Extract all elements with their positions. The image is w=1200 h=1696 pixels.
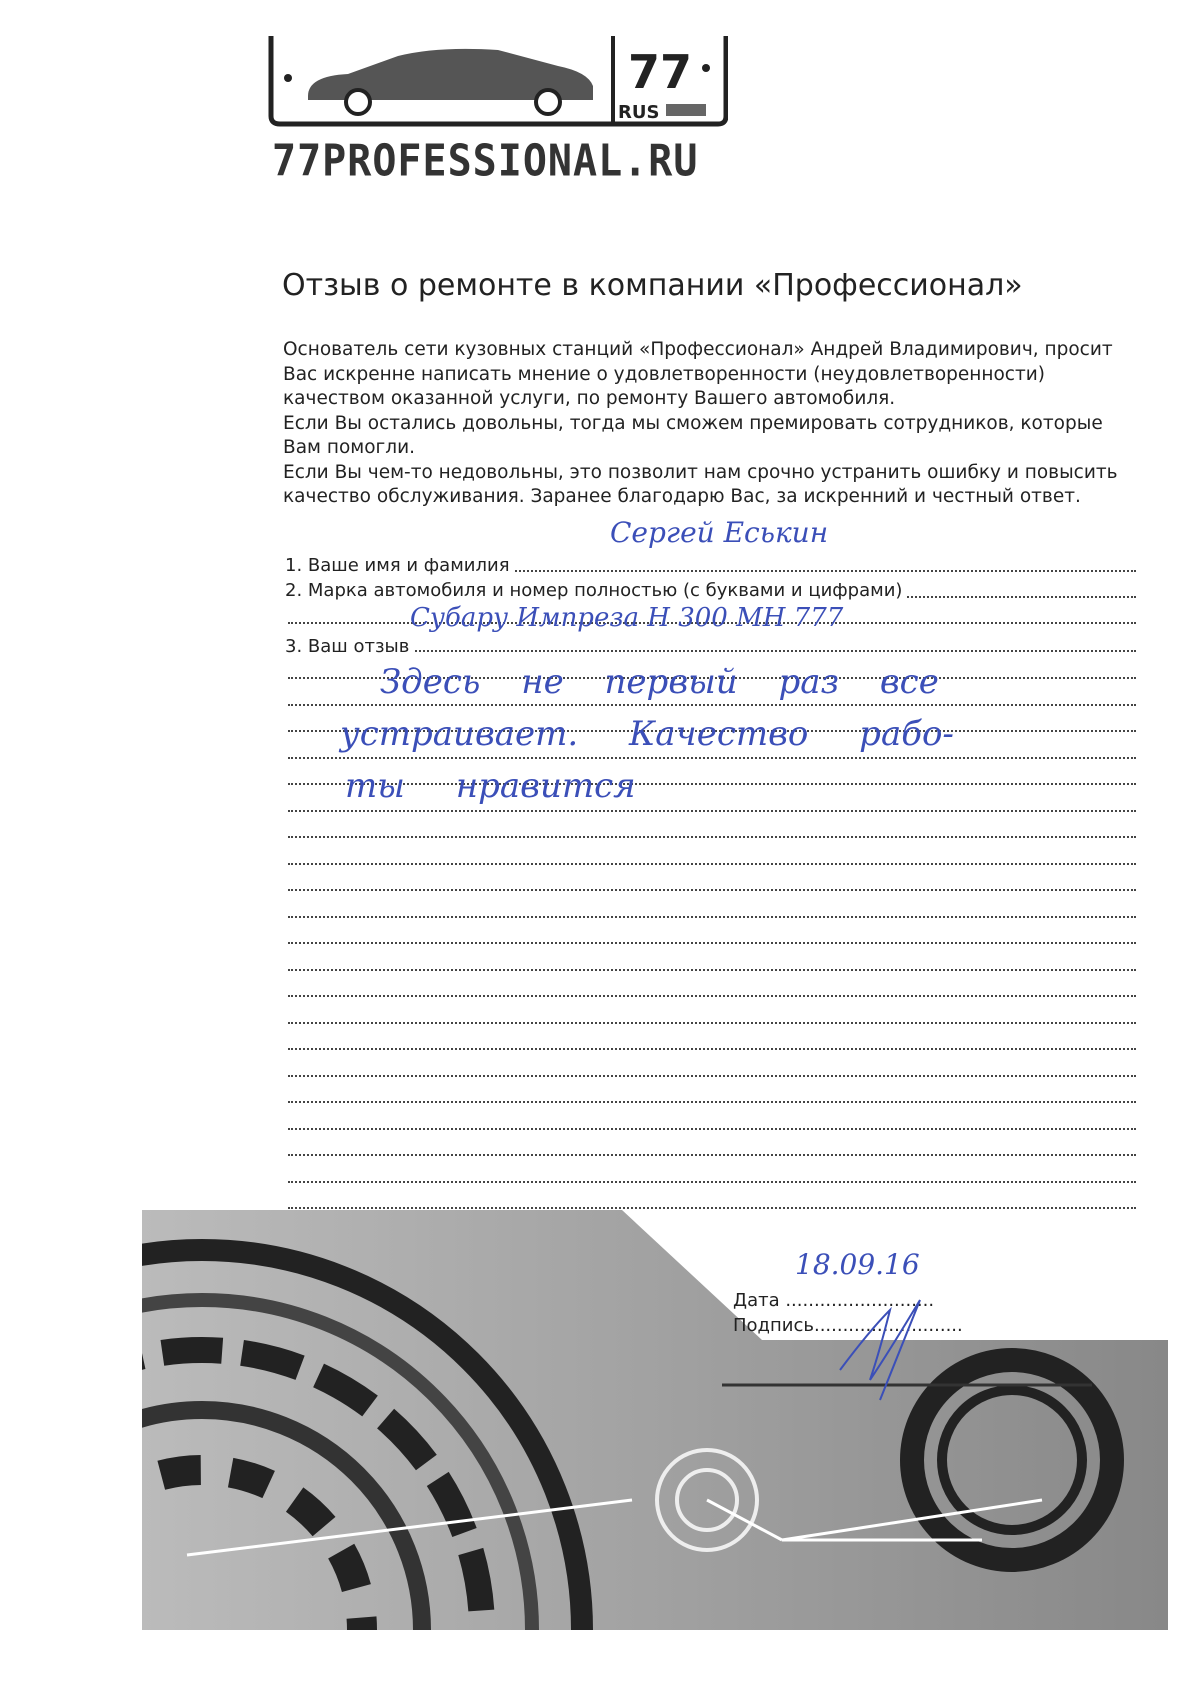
answer-review-line[interactable]: ты нравится bbox=[345, 766, 636, 806]
dotted-line bbox=[288, 1022, 1136, 1024]
question-name: 1. Ваше имя и фамилия bbox=[285, 555, 514, 577]
dotted-line bbox=[288, 863, 1136, 865]
dotted-line bbox=[288, 1154, 1136, 1156]
dotted-line bbox=[288, 1207, 1136, 1209]
dotted-line bbox=[288, 969, 1136, 971]
svg-text:RUS: RUS bbox=[618, 102, 660, 123]
answer-car[interactable]: Субару Импреза Н 300 МН 777 bbox=[410, 603, 844, 633]
intro-text bbox=[283, 338, 1143, 510]
dotted-line bbox=[288, 995, 1136, 997]
dotted-line bbox=[288, 889, 1136, 891]
intro-paragraph: Основатель сети кузовных станций «Профессионал» Андрей Владимирович, просит Вас искренне написать мнение о удовлетворенности (неудовлетворенности) качеством оказанной услуги, по ремонту Вашего автомобиля. bbox=[283, 339, 1113, 409]
plate-number: 77 bbox=[628, 45, 693, 99]
dotted-line bbox=[288, 1128, 1136, 1130]
answer-review-line[interactable]: устраивает. Качество рабо- bbox=[340, 714, 954, 754]
decorative-background bbox=[142, 1210, 1168, 1630]
document-title: Отзыв о ремонте в компании «Профессионал» bbox=[282, 268, 1023, 303]
signature[interactable] bbox=[830, 1290, 940, 1410]
answer-name[interactable]: Сергей Еськин bbox=[610, 516, 829, 549]
date-label: Дата .......................... bbox=[733, 1290, 935, 1311]
logo bbox=[268, 36, 728, 131]
dotted-line bbox=[288, 650, 1136, 652]
dotted-line bbox=[288, 810, 1136, 812]
dotted-line bbox=[288, 1048, 1136, 1050]
intro-paragraph: Если Вы остались довольны, тогда мы сможем премировать сотрудников, которые Вам помогли. bbox=[283, 412, 1103, 458]
dotted-line bbox=[288, 1101, 1136, 1103]
dotted-line bbox=[288, 836, 1136, 838]
site-name: 77PROFESSIONAL.RU bbox=[272, 135, 699, 187]
question-review: 3. Ваш отзыв bbox=[285, 636, 413, 658]
dotted-line bbox=[288, 757, 1136, 759]
dotted-line bbox=[288, 942, 1136, 944]
intro-paragraph: Если Вы чем-то недовольны, это позволит нам срочно устранить ошибку и повысить качество обслуживания. Заранее благодарю Вас, за искренний и честный ответ. bbox=[283, 461, 1118, 507]
question-car: 2. Марка автомобиля и номер полностью (с буквами и цифрами) bbox=[285, 580, 906, 602]
dotted-line bbox=[288, 704, 1136, 706]
dotted-line bbox=[288, 1181, 1136, 1183]
dotted-line bbox=[288, 916, 1136, 918]
signature-label: Подпись.......................... bbox=[733, 1315, 963, 1336]
date-value[interactable]: 18.09.16 bbox=[795, 1248, 920, 1281]
answer-review-line[interactable]: Здесь не первый раз все bbox=[380, 662, 939, 702]
dotted-line bbox=[288, 1075, 1136, 1077]
